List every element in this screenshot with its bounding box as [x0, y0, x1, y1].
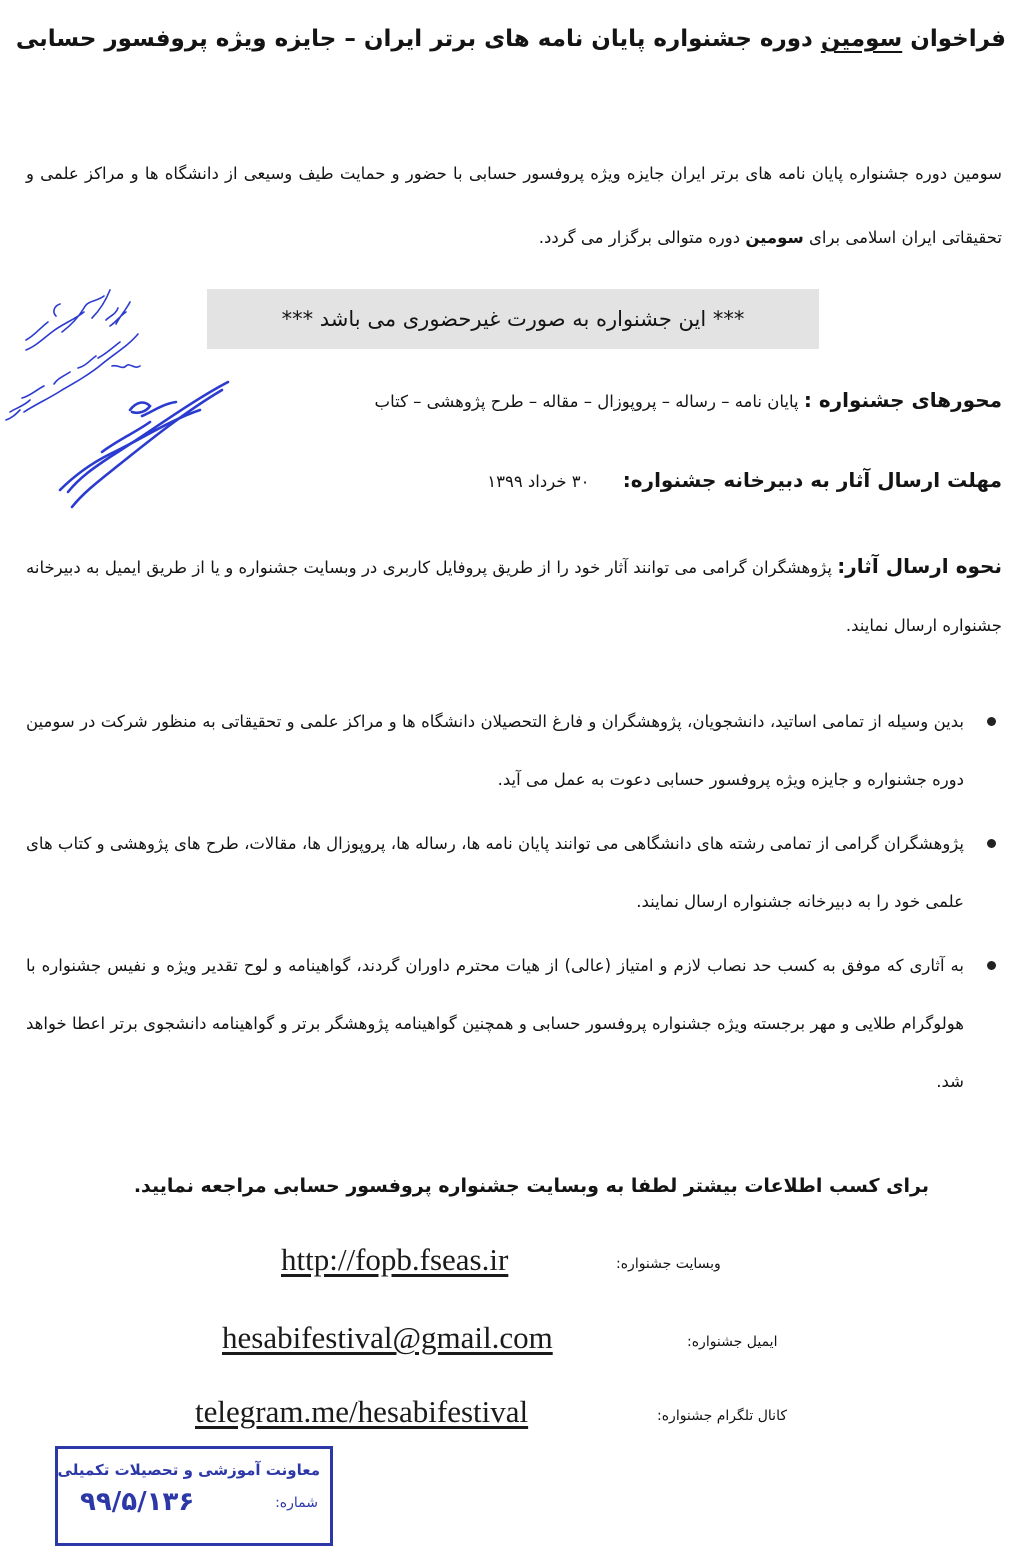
handwritten-note — [6, 290, 140, 420]
bullet-list — [26, 693, 1002, 1117]
deadline-row — [487, 468, 1002, 492]
website-link[interactable]: http://fopb.fseas.ir — [281, 1242, 509, 1277]
telegram-link[interactable]: telegram.me/hesabifestival — [195, 1394, 529, 1429]
intro-bold-word: سومین — [745, 228, 804, 247]
title-underlined-word: سومین — [820, 26, 903, 52]
festival-axes-label: محورهای جشنواره : — [803, 388, 1002, 412]
email-label: ایمیل جشنواره: — [687, 1334, 778, 1350]
stamp-office-name: معاونت آموزشی و تحصیلات تکمیلی — [57, 1461, 320, 1479]
bullet-icon — [987, 839, 996, 848]
stamp-number-label: شماره: — [275, 1495, 318, 1511]
festival-axes-value: پایان نامه – رساله – پروپوزال – مقاله – طرح پژوهشی – کتاب — [374, 392, 799, 411]
telegram-row — [195, 1394, 845, 1434]
deadline-value: ۳۰ خرداد ۱۳۹۹ — [487, 472, 590, 491]
signature-scribble — [60, 382, 228, 507]
official-stamp — [55, 1446, 333, 1546]
document-title — [10, 26, 1006, 52]
website-label: وبسایت جشنواره: — [616, 1256, 721, 1272]
email-link[interactable]: hesabifestival@gmail.com — [222, 1320, 553, 1355]
submission-method-paragraph — [26, 537, 1002, 655]
bullet-text: بدین وسیله از تمامی اساتید، دانشجویان، پژوهشگران و فارغ التحصیلان دانشگاه ها و مراکز علمی و تحقیقاتی به منظور شرکت در سومین دوره جشنواره و جایزه ویژه پروفسور حسابی دعوت به عمل می آید. — [26, 712, 964, 789]
more-info-text: برای کسب اطلاعات بیشتر لطفا به وبسایت جشنواره پروفسور حسابی مراجعه نمایید. — [133, 1175, 929, 1197]
title-before: فراخوان — [902, 26, 1006, 52]
bullet-icon — [987, 961, 996, 970]
handwritten-signature — [0, 282, 240, 522]
festival-axes-row — [375, 388, 1002, 412]
submission-method-label: نحوه ارسال آثار: — [837, 554, 1002, 578]
intro-text-part2: دوره متوالی برگزار می گردد. — [538, 228, 746, 247]
deadline-label: مهلت ارسال آثار به دبیرخانه جشنواره: — [622, 468, 1002, 492]
list-item — [26, 693, 1002, 809]
email-row — [222, 1320, 822, 1360]
list-item — [26, 815, 1002, 931]
title-after: دوره جشنواره پایان نامه های برتر ایران – جایزه ویژه پروفسور حسابی — [15, 26, 821, 52]
non-attendance-banner: *** این جشنواره به صورت غیرحضوری می باشد *** — [207, 289, 819, 349]
website-row — [281, 1242, 761, 1282]
intro-paragraph — [26, 142, 1002, 270]
stamp-number-value: ۹۹/۵/۱۳۶ — [80, 1487, 195, 1517]
telegram-label: کانال تلگرام جشنواره: — [657, 1408, 788, 1424]
intro-text-part1: سومین دوره جشنواره پایان نامه های برتر ایران جایزه ویژه پروفسور حسابی با حضور و حمایت طیف وسیعی از دانشگاه ها و مراکز علمی و تحقیقاتی ایران اسلامی برای — [26, 164, 1002, 247]
bullet-text: پژوهشگران گرامی از تمامی رشته های دانشگاهی می توانند پایان نامه ها، رساله ها، پروپوزال ها، مقالات، طرح های پژوهشی و کتاب های علمی خود را به دبیرخانه جشنواره ارسال نمایند. — [26, 834, 964, 911]
bullet-icon — [987, 717, 996, 726]
submission-method-text: پژوهشگران گرامی می توانند آثار خود را از طریق پروفایل کاربری در وبسایت جشنواره و یا از طریق ایمیل به دبیرخانه جشنواره ارسال نمایند. — [26, 558, 1002, 635]
bullet-text: به آثاری که موفق به کسب حد نصاب لازم و امتیاز (عالی) از هیات محترم داوران گردند، گواهینامه و لوح تقدیر ویژه و نفیس جشنواره با هولوگرام طلایی و مهر برجسته ویژه جشنواره پروفسور حسابی و همچنین گواهینامه پژوهشگر برتر و گواهینامه دانشجوی برتر اعطا خواهد شد. — [26, 956, 964, 1091]
list-item — [26, 937, 1002, 1111]
